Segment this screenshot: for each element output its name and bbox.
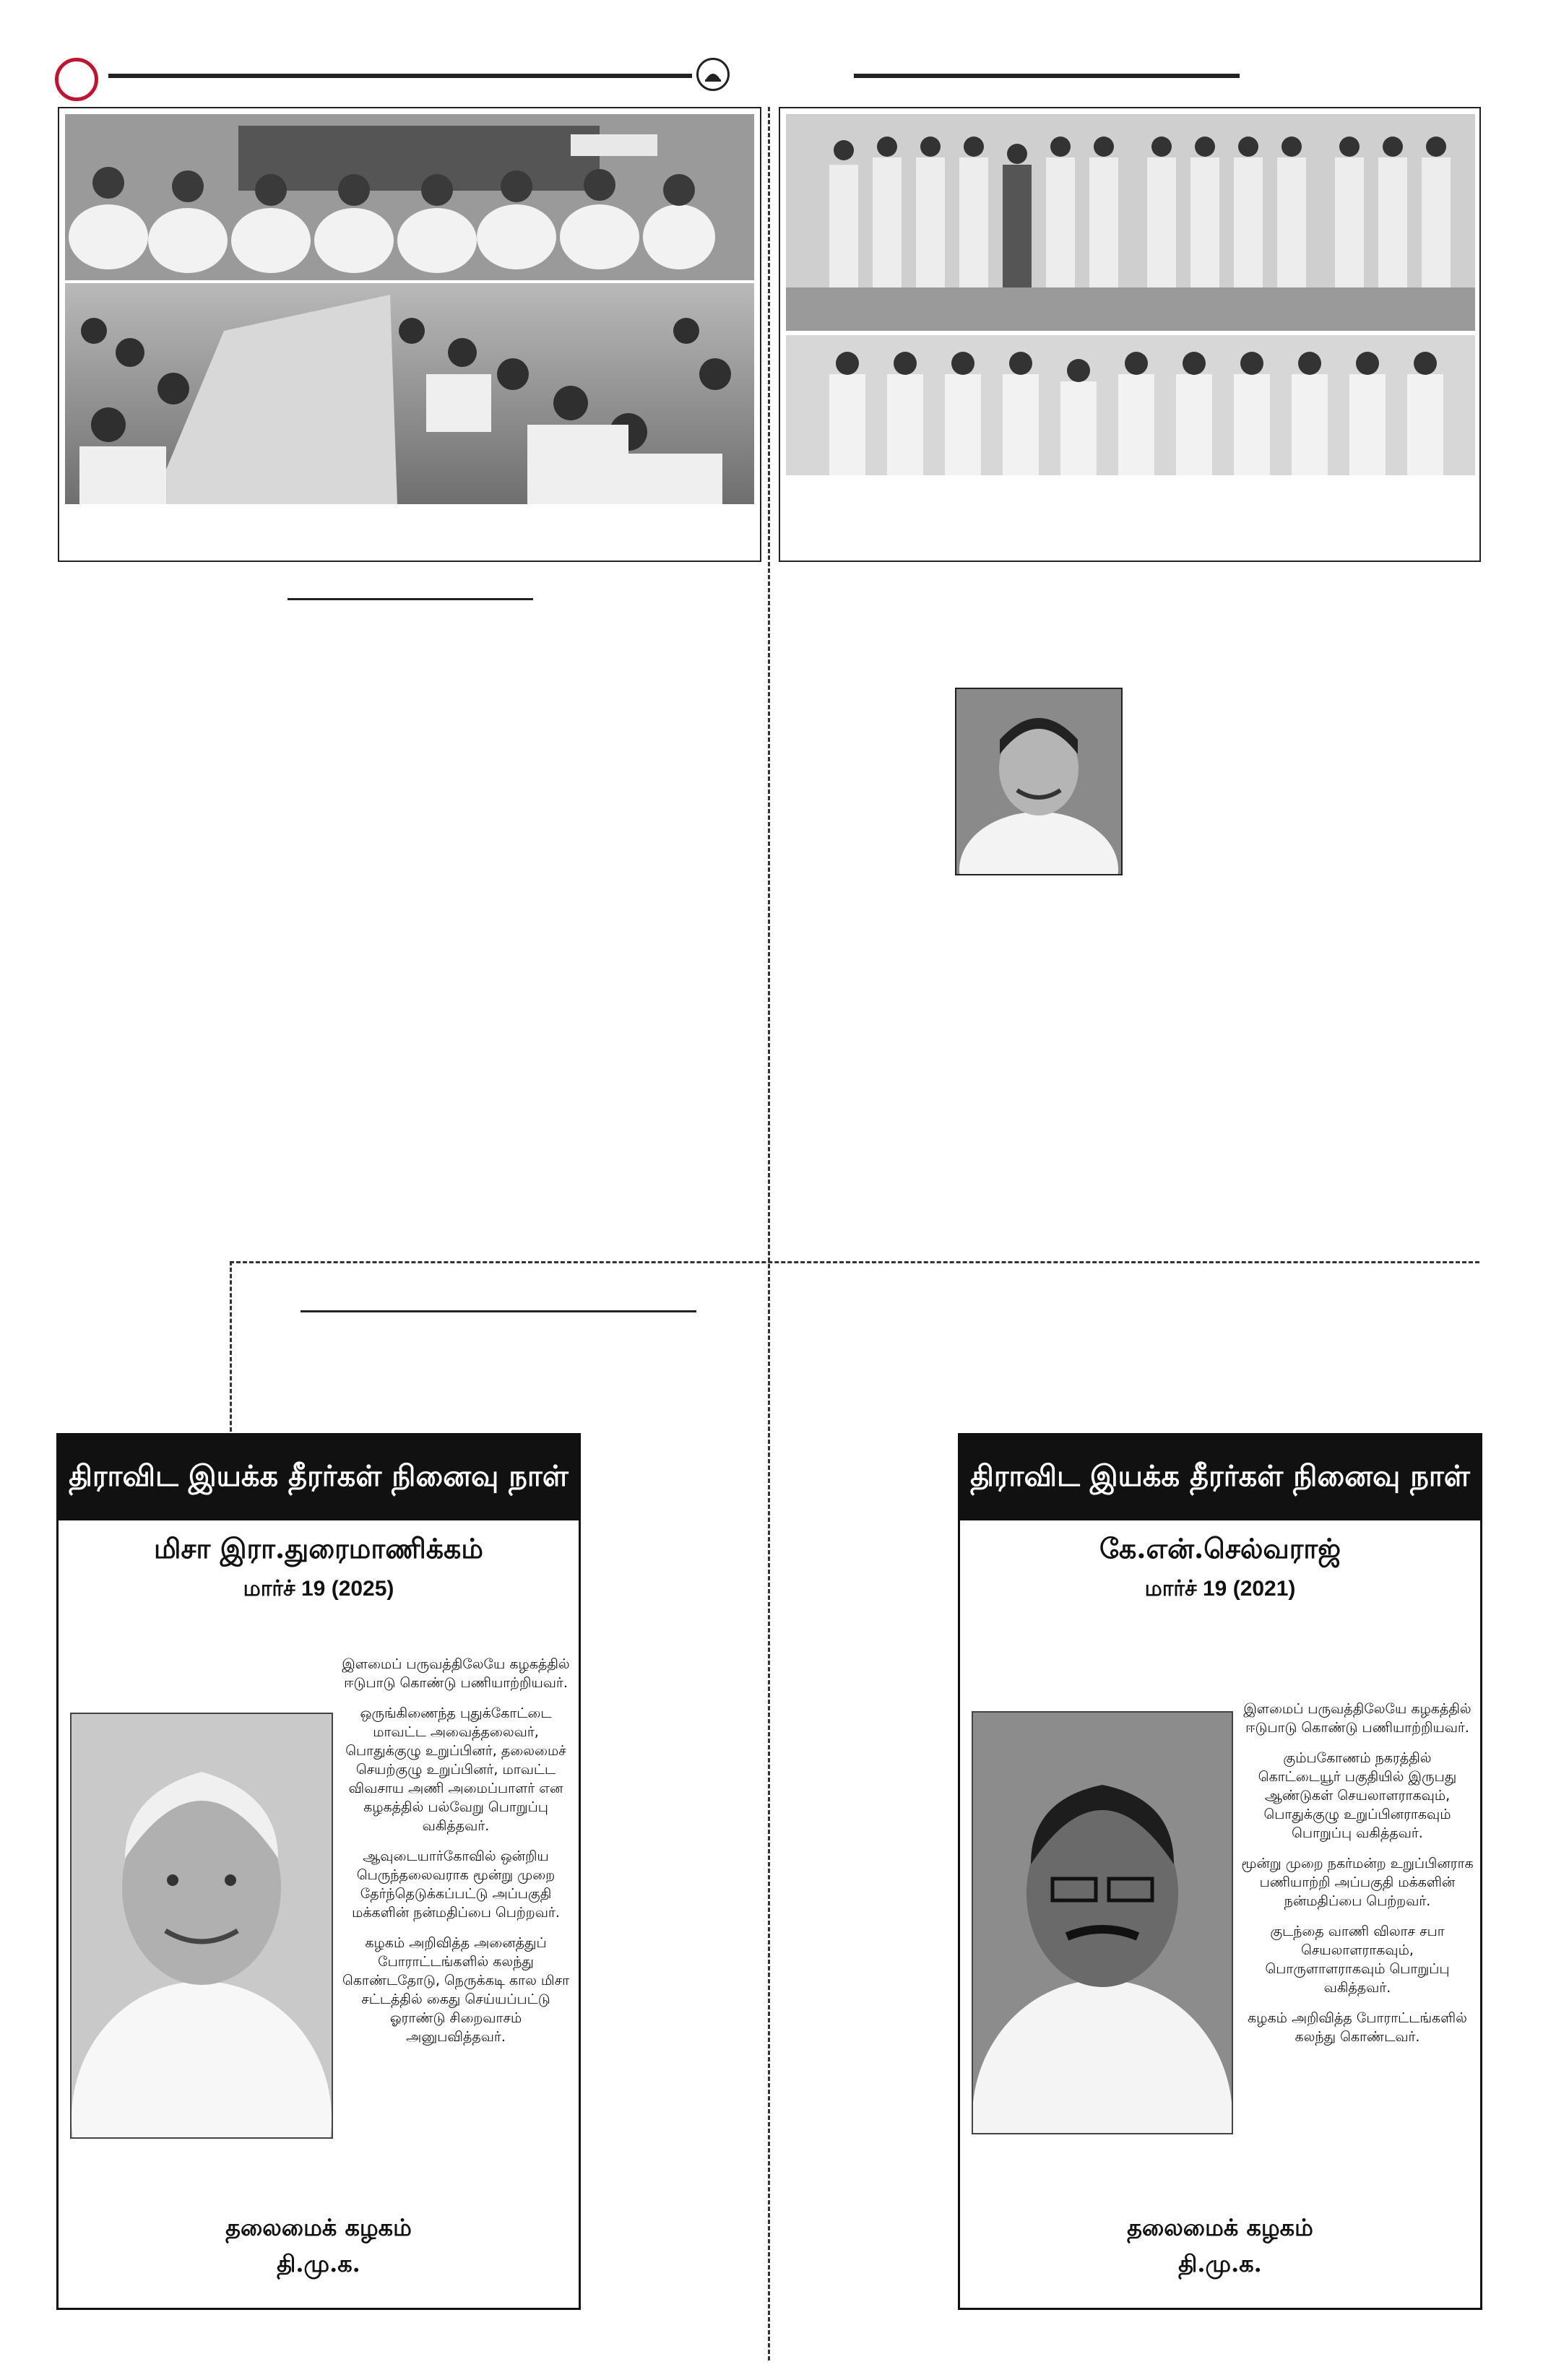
bio-paragraph: ஆவுடையார்கோவில் ஒன்றிய பெருந்தலைவராக மூன்று முறை தேர்ந்தெடுக்கப்பட்டு அப்பகுதி மக்களின் நன்மதிப்பை பெற்றவர். bbox=[352, 1848, 560, 1921]
signature-line-1: தலைமைக் கழகம் bbox=[1127, 2214, 1313, 2241]
section-divider-horizontal bbox=[230, 1261, 1479, 1263]
memorial-banner: திராவிட இயக்க தீரர்கள் நினைவு நாள் bbox=[960, 1435, 1480, 1520]
header-rule-left bbox=[108, 74, 692, 78]
bio-paragraph: இளமைப் பருவத்திலேயே கழகத்தில் ஈடுபாடு கொண்டு பணியாற்றியவர். bbox=[342, 1656, 570, 1691]
iftar-gathering-photo bbox=[65, 114, 754, 504]
headline-rule-2 bbox=[301, 1310, 696, 1312]
bio-paragraph: இளமைப் பருவத்திலேயே கழகத்தில் ஈடுபாடு கொண்டு பணியாற்றியவர். bbox=[1243, 1701, 1471, 1736]
memorial-portrait-photo bbox=[972, 1711, 1233, 2134]
section-divider-corner bbox=[230, 1261, 232, 1432]
memorial-banner: திராவிட இயக்க தீரர்கள் நினைவு நாள் bbox=[59, 1435, 579, 1520]
memorial-bio bbox=[1240, 1700, 1474, 2058]
header-rule-right bbox=[854, 74, 1240, 78]
bio-paragraph: கழகம் அறிவித்த அனைத்துப் போராட்டங்களில் கலந்து கொண்டதோடு, நெருக்கடி கால மிசா சட்டத்தில் கைது செய்யப்பட்டு ஓராண்டு சிறைவாசம் அனுபவித்தவர். bbox=[342, 1935, 570, 2045]
bio-paragraph: குடந்தை வாணி விலாச சபா செயலாளராகவும், பொருளாளராகவும் பொறுப்பு வகித்தவர். bbox=[1265, 1924, 1450, 1996]
photo-frame-right bbox=[779, 107, 1481, 562]
memorial-date: மார்ச் 19 (2021) bbox=[1144, 1577, 1296, 1601]
signature-line-2: தி.மு.க. bbox=[277, 2250, 360, 2277]
photo-frame-left bbox=[58, 107, 761, 562]
felicitation-group-photo bbox=[786, 114, 1475, 475]
signature-line-2: தி.மு.க. bbox=[1178, 2250, 1262, 2277]
memorial-name: கே.என்.செல்வராஜ் bbox=[1099, 1532, 1341, 1565]
column-divider-vertical bbox=[768, 107, 770, 2360]
signature-line-1: தலைமைக் கழகம் bbox=[225, 2214, 412, 2241]
rising-sun-emblem-icon bbox=[696, 58, 730, 91]
portrait-photo-small bbox=[955, 688, 1123, 875]
memorial-card-2 bbox=[958, 1433, 1482, 2310]
memorial-card-1 bbox=[56, 1433, 581, 2310]
bio-paragraph: மூன்று முறை நகர்மன்ற உறுப்பினராக பணியாற்றி அப்பகுதி மக்களின் நன்மதிப்பை பெற்றவர். bbox=[1241, 1856, 1474, 1909]
memorial-date: மார்ச் 19 (2025) bbox=[243, 1577, 394, 1601]
red-circle-logo-icon bbox=[55, 58, 98, 101]
memorial-name: மிசா இரா.துரைமாணிக்கம் bbox=[154, 1532, 483, 1565]
memorial-bio bbox=[340, 1655, 571, 2058]
bio-paragraph: கழகம் அறிவித்த போராட்டங்களில் கலந்து கொண்டவர். bbox=[1248, 2010, 1467, 2045]
headline-rule-1 bbox=[288, 598, 533, 600]
bio-paragraph: ஒருங்கிணைந்த புதுக்கோட்டை மாவட்ட அவைத்தலைவர், பொதுக்குழு உறுப்பினர், தலைமைச் செயற்குழு உறுப்பினர், மாவட்ட விவசாய அணி அமைப்பாளர் என கழகத்தில் பல்வேறு பொறுப்பு வகித்தவர். bbox=[345, 1705, 566, 1834]
bio-paragraph: கும்பகோணம் நகரத்தில் கொட்டையூர் பகுதியில் இருபது ஆண்டுகள் செயலாளராகவும், பொதுக்குழு உறுப்பினராகவும் பொறுப்பு வகித்தவர். bbox=[1258, 1750, 1457, 1841]
memorial-portrait-photo bbox=[70, 1713, 333, 2139]
